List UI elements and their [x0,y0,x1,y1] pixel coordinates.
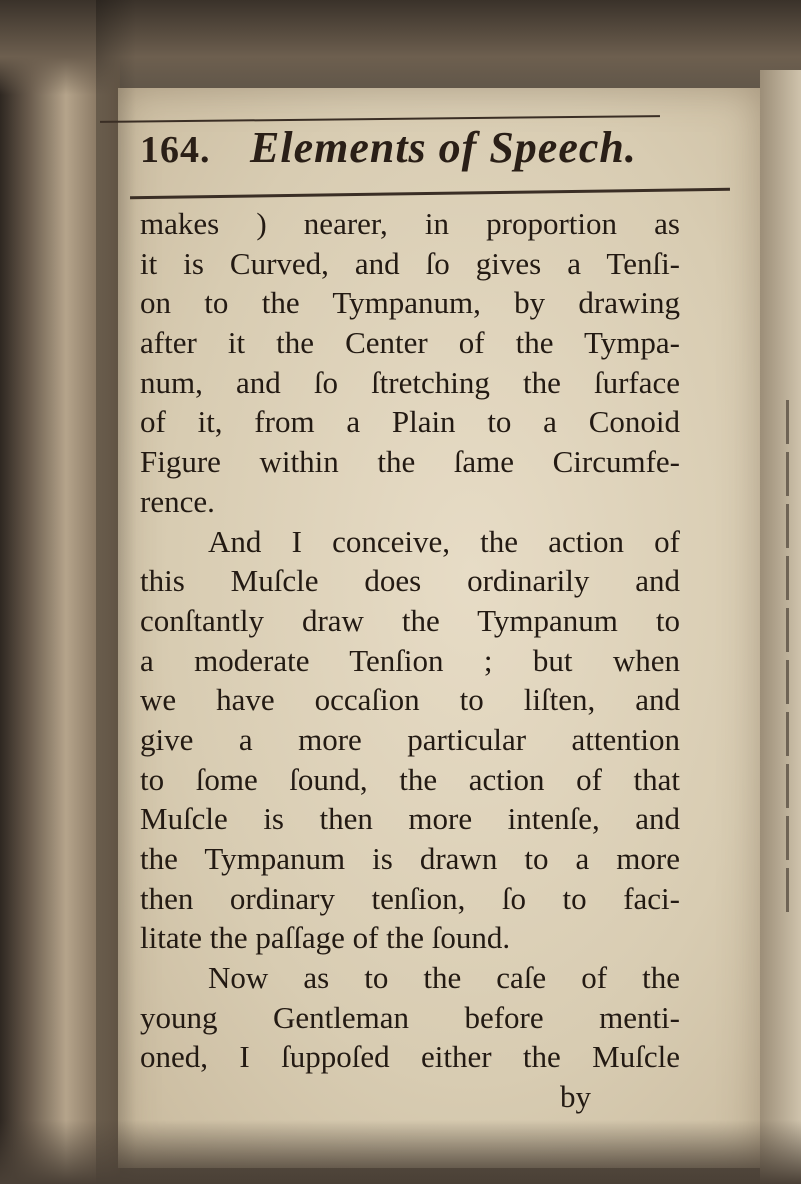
text-line: we have occaſion to liſten, and [140,682,680,718]
text-line: on to the Tympanum, by drawing [140,285,680,321]
text-line: litate the paſſage of the ſound. [140,920,511,956]
page-number: 164. [140,129,211,171]
gutter-shadow [96,0,136,1184]
body-text [140,204,680,1117]
text-line: it is Curved, and ſo gives a Tenſi- [140,245,680,281]
adjacent-page-text-fragments [786,400,798,920]
text-line: num, and ſo ſtretching the ſurface [140,364,680,400]
text-line: this Muſcle does ordinarily and [140,563,680,599]
text-line: makes ) nearer, in proportion as [140,206,680,241]
text-line: Muſcle is then more intenſe, and [140,801,680,837]
text-line: of it, from a Plain to a Conoid [140,404,680,440]
text-line: young Gentleman before menti- [140,999,680,1035]
text-line: the Tympanum is drawn to a more [140,841,680,876]
bottom-shadow [0,1120,801,1184]
text-line: conſtantly draw the Tympanum to [140,602,680,638]
text-line: Now as to the caſe of the [208,960,680,996]
text-line: Figure within the ſame Circumfe- [140,444,680,480]
running-head: Elements of Speech. [250,123,637,172]
catchword: by [560,1079,591,1115]
text-line: oned, I ſuppoſed either the Muſcle [140,1039,680,1075]
text-line: after it the Center of the Tympa- [140,325,680,361]
page-header [140,123,680,188]
text-line: And I conceive, the action of [208,523,680,559]
text-line: give a more particular attention [140,721,680,757]
text-line: rence. [140,483,215,519]
text-line: then ordinary tenſion, ſo to faci- [140,880,680,916]
text-line: to ſome ſound, the action of that [140,761,680,797]
text-line: a moderate Tenſion ; but when [140,642,680,678]
